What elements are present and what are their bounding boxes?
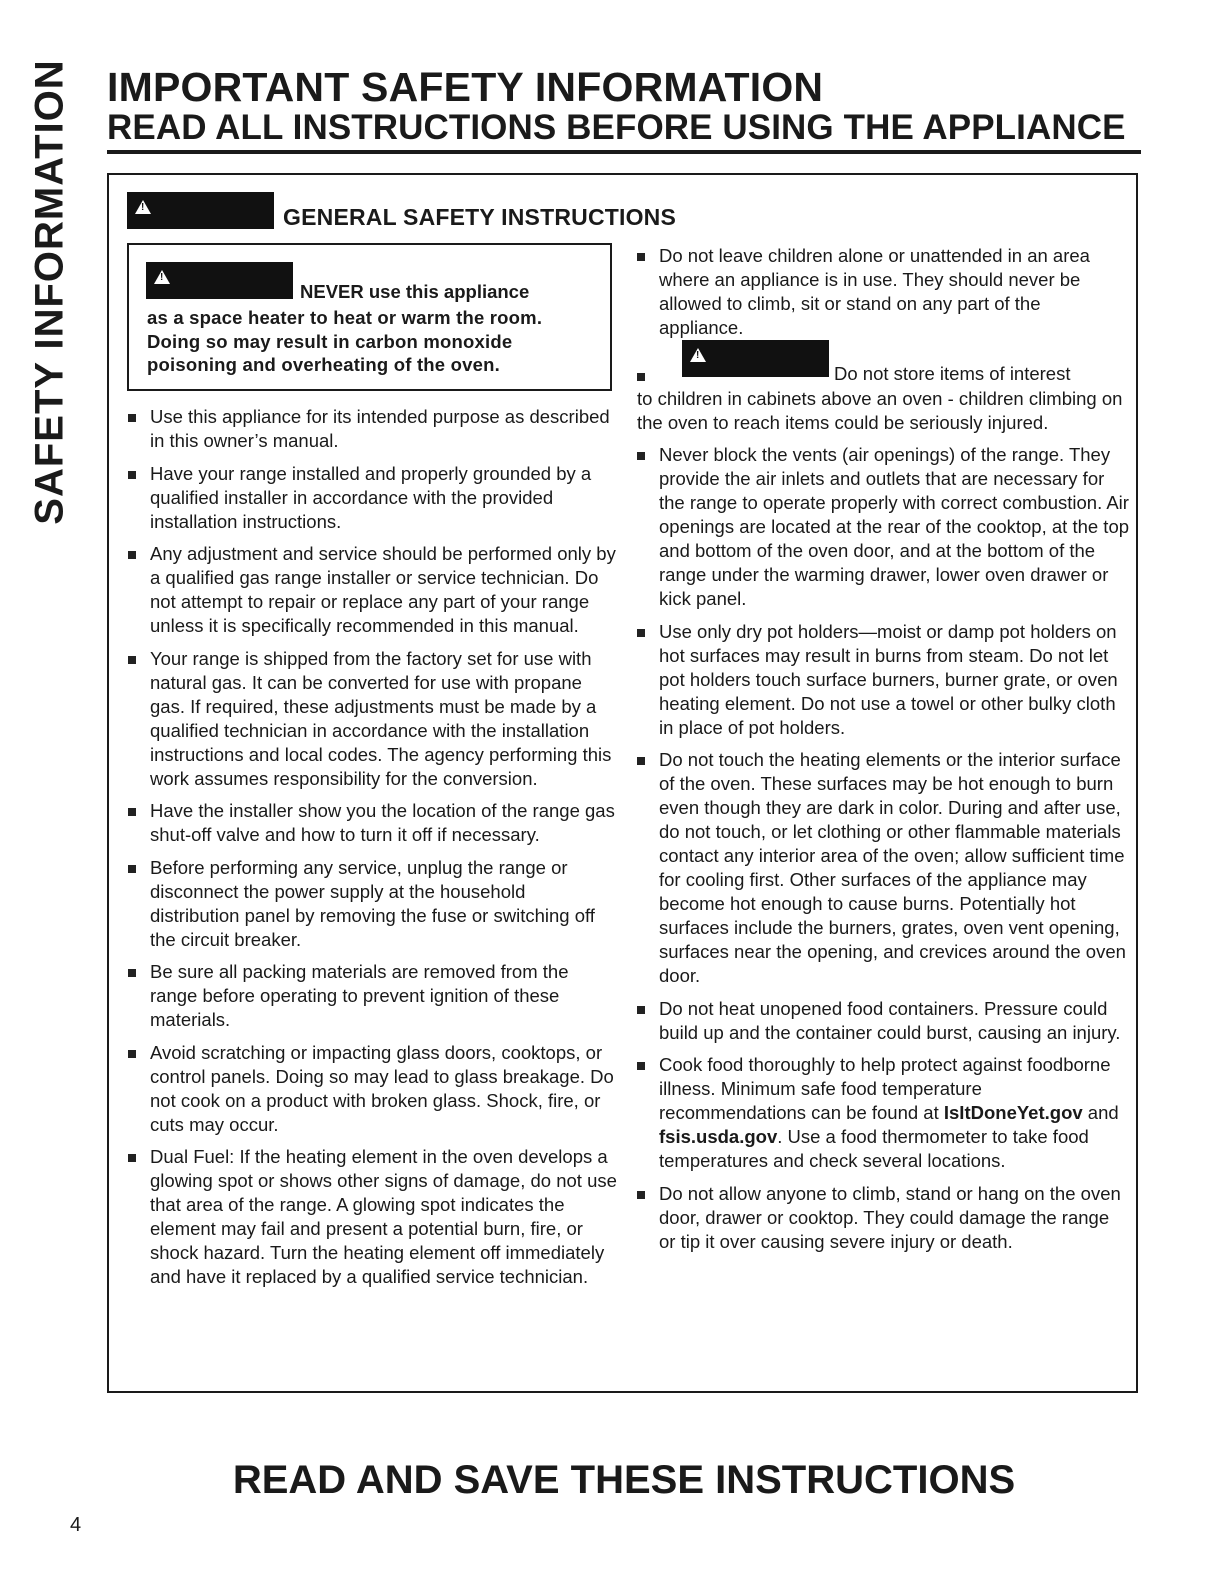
cook-text-a: Cook food thoroughly to help protect against foodborne illness. Minimum safe food temperature recommendations can be found at [659,1054,1111,1123]
fsis-link: fsis.usda.gov [659,1126,778,1147]
list-item: Do not leave children alone or unattended in an area where an appliance is in use. They should never be allowed to climb, sit or stand on any part of the appliance. [637,244,1129,340]
list-item: Avoid scratching or impacting glass doors, cooktops, or control panels. Doing so may lead to glass breakage. Do not cook on a product with broken glass. Shock, fire, or cuts may occur. [128,1041,618,1137]
warning-item-text: to children in cabinets above an oven - children climbing on the oven to reach items could be seriously injured. [637,387,1123,433]
warning-label-block [127,192,274,229]
footer-text: READ AND SAVE THESE INSTRUCTIONS [232,1458,1016,1502]
cook-text-b: and [1082,1102,1119,1123]
title-divider [107,150,1141,154]
list-item: Have your range installed and properly grounded by a qualified installer in accordance with the provided installation instructions. [128,462,618,534]
page-subtitle: READ ALL INSTRUCTIONS BEFORE USING THE APPLIANCE [107,108,1126,147]
list-item [637,1053,1129,1173]
footer-banner [0,1458,1224,1503]
list-item: Do not touch the heating elements or the interior surface of the oven. These surfaces may be hot enough to burn even though they are dark in color. During and after use, do not touch, or let clothing or other flammable materials contact any interior area of the oven; allow sufficient time for cooling first. Other surfaces of the appliance may become hot enough to cause burns. Potentially hot surfaces include the burners, grates, oven vent opening, surfaces near the opening, and crevices around the oven door. [637,748,1129,988]
warning-label-block [682,340,829,377]
list-item: Do not allow anyone to climb, stand or hang on the oven door, drawer or cooktop. They could damage the range or tip it over causing severe injury or death. [637,1182,1129,1254]
page-number: 4 [70,1514,82,1536]
warning-triangle-icon [135,200,151,214]
warning-triangle-icon [154,270,170,284]
list-item: Any adjustment and service should be performed only by a qualified gas range installer or service technician. Do not attempt to repair or replace any part of your range unless it is specifically recommended in this manual. [128,542,618,638]
list-item: Never block the vents (air openings) of the range. They provide the air inlets and outlets that are necessary for the range to operate properly with correct combustion. Air openings are located at the rear of the cooktop, at the top and bottom of the oven door, and at the bottom of the range under the warming drawer, lower oven drawer or kick panel. [637,443,1129,611]
isitdoneyet-link: IsItDoneYet.gov [943,1102,1083,1123]
cook-text-c: . Use a food thermometer to take food temperatures and check several locations. [659,1126,1089,1171]
warning-triangle-icon [690,348,706,362]
list-item: Before performing any service, unplug the range or disconnect the power supply at the household distribution panel by removing the fuse or switching off the circuit breaker. [128,856,618,952]
warning-label-block [146,262,293,299]
list-item: Be sure all packing materials are removed from the range before operating to prevent ignition of these materials. [128,960,618,1032]
list-item: Have the installer show you the location of the range gas shut-off valve and how to turn it off if necessary. [128,799,618,847]
warning-box-lead: NEVER use this appliance [300,281,530,302]
list-item: Your range is shipped from the factory set for use with natural gas. It can be converted for use with propane gas. If required, these adjustments must be made by a qualified technician in accordance with the installation instructions and local codes. The agency performing this work assumes responsibility for the conversion. [128,647,618,791]
list-item: Use this appliance for its intended purpose as described in this owner’s manual. [128,405,618,453]
page-title: IMPORTANT SAFETY INFORMATION [107,64,824,110]
warning-item-lead: Do not store items of interest [834,362,1071,384]
section-heading: GENERAL SAFETY INSTRUCTIONS [283,204,677,230]
right-instruction-list [637,244,1129,1262]
warning-box-text: as a space heater to heat or warm the room. Doing so may result in carbon monoxide poisoning and overheating of the oven. [147,307,543,375]
left-instruction-list [128,405,618,1298]
side-tab-label: SAFETY INFORMATION [27,59,72,525]
list-item-warning [637,349,1129,435]
side-tab [22,59,78,525]
list-item: Dual Fuel: If the heating element in the oven develops a glowing spot or shows other signs of damage, do not use that area of the range. A glowing spot indicates the element may fail and present a potential burn, fire, or shock hazard. Turn the heating element off immediately and have it replaced by a qualified service technician. [128,1145,618,1289]
list-item: Do not heat unopened food containers. Pressure could build up and the container could burst, causing an injury. [637,997,1129,1045]
list-item: Use only dry pot holders—moist or damp pot holders on hot surfaces may result in burns from steam. Do not let pot holders touch surface burners, burner grate, or oven heating element. Do not use a towel or other bulky cloth in place of pot holders. [637,620,1129,740]
